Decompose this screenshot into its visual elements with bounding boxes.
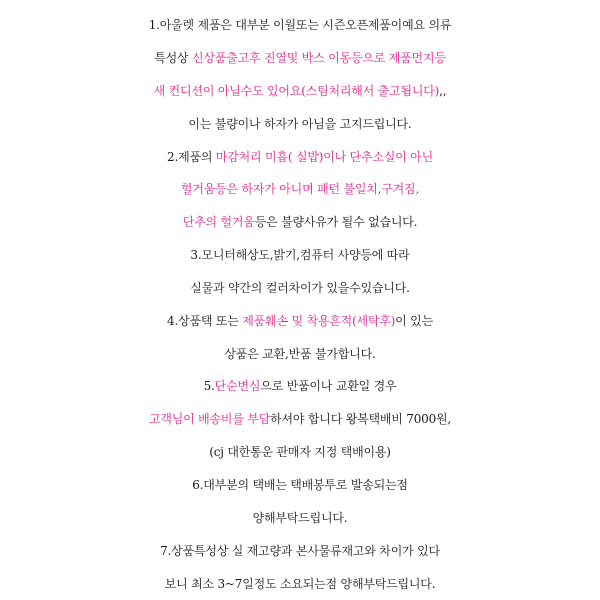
- body-text: (cj 대한통운 판매자 지정 택배이용): [209, 445, 391, 459]
- body-text: 등은 불량사유가 될수 없습니다.: [254, 215, 418, 229]
- body-text: ,,: [439, 84, 447, 98]
- notice-line-8: [0, 242, 600, 268]
- body-text: 5.: [203, 379, 215, 393]
- highlighted-text: 단순변심: [214, 379, 261, 393]
- body-text: 3.모니터해상도,밝기,컴퓨터 사양등에 따라: [190, 248, 410, 262]
- highlighted-text: 신상품출고후 진열및 박스 이동등으로 제품먼지등: [192, 51, 446, 65]
- notice-line-9: [0, 275, 600, 301]
- notice-line-11: [0, 341, 600, 367]
- notice-line-1: [0, 12, 600, 38]
- body-text: 실물과 약간의 컬러차이가 있을수있습니다.: [190, 281, 410, 295]
- notice-line-15: [0, 472, 600, 498]
- highlighted-text: 마감처리 미흡( 실밥)이나 단추소실이 아닌: [215, 150, 433, 164]
- body-text: 상품은 교환,반품 불가합니다.: [224, 347, 376, 361]
- notice-line-10: [0, 308, 600, 334]
- notice-line-3: [0, 78, 600, 104]
- notice-line-12: [0, 373, 600, 399]
- body-text: 이 있는: [395, 314, 433, 328]
- highlighted-text: 제품훼손 및 착용흔적(세탁후): [242, 314, 396, 328]
- body-text: 1.아울렛 제품은 대부분 이월또는 시즌오픈제품이예요 의류: [148, 18, 452, 32]
- body-text: 6.대부분의 택배는 택배봉투로 발송되는점: [192, 478, 408, 492]
- body-text: 4.상품택 또는: [167, 314, 243, 328]
- notice-line-16: [0, 505, 600, 531]
- highlighted-text: 단추의 헐거움: [182, 215, 255, 229]
- body-text: 7.상품특성상 실 재고량과 본사물류재고와 차이가 있다: [160, 544, 440, 558]
- body-text: 이는 불량이나 하자가 아님을 고지드립니다.: [188, 117, 412, 131]
- body-text: 2.제품의: [167, 150, 216, 164]
- highlighted-text: 헐거움등은 하자가 아니며 패턴 불일치,구겨짐,: [180, 182, 420, 196]
- body-text: 으로 반품이나 교환일 경우: [260, 379, 397, 393]
- notice-line-4: [0, 111, 600, 137]
- body-text: 보니 최소 3~7일정도 소요되는점 양해부탁드립니다.: [164, 577, 436, 591]
- notice-line-18: [0, 571, 600, 597]
- notice-line-2: [0, 45, 600, 71]
- notice-line-7: [0, 209, 600, 235]
- notice-line-17: [0, 538, 600, 564]
- body-text: 특성상: [154, 51, 193, 65]
- body-text: 하셔야 합니다 왕복택배비 7000원,: [270, 412, 452, 426]
- notice-line-5: [0, 144, 600, 170]
- notice-line-6: [0, 176, 600, 202]
- highlighted-text: 고객님이 배송비를 부담: [148, 412, 271, 426]
- notice-line-14: [0, 439, 600, 465]
- body-text: 양해부탁드립니다.: [252, 511, 348, 525]
- highlighted-text: 새 컨디션이 아닐수도 있어요(스팀처리해서 출고됩니다): [153, 84, 440, 98]
- notice-line-13: [0, 406, 600, 432]
